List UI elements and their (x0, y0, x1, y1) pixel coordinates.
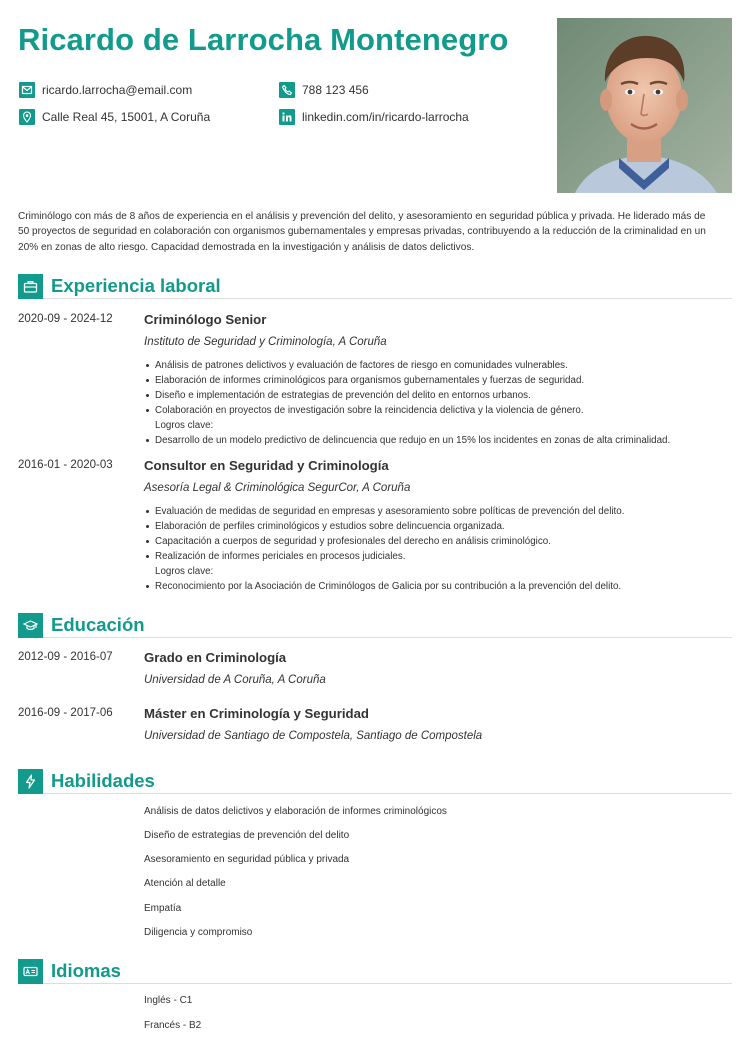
education-dates: 2012-09 - 2016-07 (18, 651, 113, 663)
list-item: Evaluación de medidas de seguridad en empresas y asesoramiento sobre políticas de prevención del delito. (144, 504, 624, 519)
linkedin-text[interactable]: linkedin.com/in/ricardo-larrocha (302, 110, 469, 124)
experience-section-title: Experiencia laboral (51, 275, 221, 296)
degree-title: Grado en Criminología (144, 650, 287, 665)
list-item: Análisis de patrones delictivos y evaluación de factores de riesgo en comunidades vulnerables. (144, 358, 670, 373)
languages-section-header (18, 960, 732, 984)
list-item: Capacitación a cuerpos de seguridad y profesionales del derecho en análisis criminológico. (144, 534, 624, 549)
school-name: Universidad de Santiago de Compostela, Santiago de Compostela (144, 730, 483, 742)
list-item: Diseño e implementación de estrategias de prevención del delito en entornos urbanos. (144, 388, 670, 403)
skill-item: Análisis de datos delictivos y elaboración de informes criminológicos (144, 806, 447, 817)
education-section-title: Educación (51, 614, 145, 635)
skill-item: Diseño de estrategias de prevención del delito (144, 830, 350, 841)
linkedin-icon (279, 109, 295, 125)
skill-item: Asesoramiento en seguridad pública y privada (144, 854, 350, 865)
graduation-cap-icon (18, 613, 43, 638)
address-contact (19, 109, 210, 125)
briefcase-icon (18, 274, 43, 299)
lightning-bolt-icon (18, 769, 43, 794)
language-item: Inglés - C1 (144, 995, 193, 1006)
list-item: Realización de informes periciales en procesos judiciales. (144, 549, 624, 564)
candidate-name: Ricardo de Larrocha Montenegro (18, 22, 509, 57)
list-item: Desarrollo de un modelo predictivo de delincuencia que redujo en un 15% los incidentes en zonas de alta criminalidad. (144, 433, 670, 448)
list-item: Reconocimiento por la Asociación de Criminólogos de Galicia por su contribución a la prevención del delito. (144, 579, 624, 594)
job-responsibilities (144, 504, 624, 594)
achievements-label: Logros clave: (155, 566, 214, 577)
experience-dates: 2020-09 - 2024-12 (18, 313, 113, 325)
email-text[interactable]: ricardo.larrocha@email.com (42, 83, 193, 97)
phone-contact[interactable] (279, 82, 369, 98)
company-name: Asesoría Legal & Criminológica SegurCor, A Coruña (144, 482, 411, 494)
language-item: Francés - B2 (144, 1020, 202, 1031)
address-text: Calle Real 45, 15001, A Coruña (42, 110, 211, 124)
language-card-icon (18, 959, 43, 984)
degree-title: Máster en Criminología y Seguridad (144, 706, 369, 721)
skill-item: Empatía (144, 903, 182, 914)
list-item: Elaboración de perfiles criminológicos y estudios sobre delincuencia organizada. (144, 519, 624, 534)
job-title: Consultor en Seguridad y Criminología (144, 458, 389, 473)
phone-icon (279, 82, 295, 98)
job-title: Criminólogo Senior (144, 312, 267, 327)
experience-section-header (18, 275, 732, 299)
job-responsibilities (144, 358, 670, 448)
list-item: Elaboración de informes criminológicos para organismos gubernamentales y fuerzas de seguridad. (144, 373, 670, 388)
education-section-header (18, 614, 732, 638)
education-dates: 2016-09 - 2017-06 (18, 707, 113, 719)
list-item: Colaboración en proyectos de investigación sobre la reincidencia delictiva y la violencia de género. (144, 403, 670, 418)
profile-photo (557, 18, 732, 193)
profile-photo-image (557, 18, 732, 193)
email-contact[interactable] (19, 82, 192, 98)
envelope-icon (19, 82, 35, 98)
phone-text[interactable]: 788 123 456 (302, 83, 369, 97)
skills-section-title: Habilidades (51, 770, 155, 791)
linkedin-contact[interactable] (279, 109, 469, 125)
skill-item: Diligencia y compromiso (144, 927, 253, 938)
location-pin-icon (19, 109, 35, 125)
skills-section-header (18, 770, 732, 794)
languages-section-title: Idiomas (51, 960, 121, 981)
company-name: Instituto de Seguridad y Criminología, A Coruña (144, 336, 387, 348)
skill-item: Atención al detalle (144, 878, 226, 889)
profile-summary: Criminólogo con más de 8 años de experiencia en el análisis y prevención del delito, y asesoramiento en seguridad pública y privada. He liderado más de 50 proyectos de seguridad en colaboración con organismos gubernamentales y empresas privadas, contribuyendo a la reducción de la criminalidad en un 20% en zonas de alto riesgo. Capacidad demostrada en la investigación y análisis de datos delictivos. (18, 211, 706, 253)
experience-dates: 2016-01 - 2020-03 (18, 459, 113, 471)
achievements-label: Logros clave: (155, 420, 214, 431)
school-name: Universidad de A Coruña, A Coruña (144, 674, 326, 686)
